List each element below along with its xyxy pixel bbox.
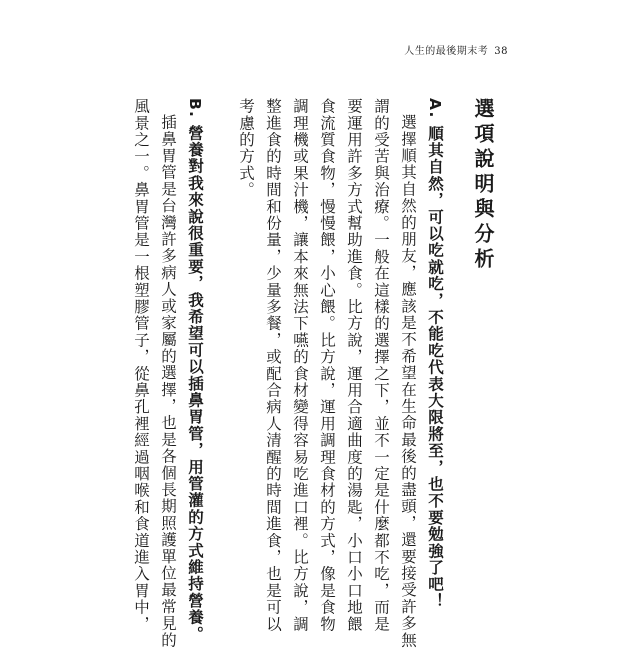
page-number: 38 xyxy=(494,46,508,57)
option-a-heading: A. 順其自然，可以吃就吃，不能吃代表大限將至，也不要勉強了吧！ xyxy=(426,98,444,610)
running-header xyxy=(404,42,508,57)
option-a-line-2: 謂的受苦與治療。一般在這樣的選擇之下，並不一定是什麼都不吃，而是 xyxy=(372,98,390,633)
option-b-line-1: 插鼻胃管是台灣許多病人或家屬的選擇，也是各個長期照護單位最常見的 xyxy=(159,114,177,648)
option-a-line-1: 選擇順其自然的朋友，應該是不希望在生命最後的盡頭，還要接受許多無 xyxy=(399,114,417,648)
option-b-line-2: 風景之一。鼻胃管是一根塑膠管子，從鼻孔裡經過咽喉和食道進入胃中， xyxy=(132,98,150,633)
option-a-line-6: 整進食的時間和份量，少量多餐，或配合病人清醒的時間進食，也是可以 xyxy=(264,98,282,633)
option-a-line-7: 考慮的方式。 xyxy=(237,98,255,199)
section-title: 選項說明與分析 xyxy=(471,98,495,273)
option-a-line-5: 調理機或果汁機，讓本來無法下嚥的食材變得容易吃進口裡。比方說，調 xyxy=(291,98,309,633)
book-title: 人生的最後期末考 xyxy=(404,46,489,57)
option-b-heading: B. 營養對我來說很重要，我希望可以插鼻胃管，用管灌的方式維持營養。 xyxy=(186,98,204,643)
vertical-text-body xyxy=(127,98,498,648)
option-a-line-4: 食流質食物，慢慢餵，小心餵。比方說，運用調理食材的方式，像是食物 xyxy=(318,98,336,633)
option-a-line-3: 要運用許多方式幫助進食。比方說，運用合適曲度的湯匙，小口小口地餵 xyxy=(345,98,363,633)
